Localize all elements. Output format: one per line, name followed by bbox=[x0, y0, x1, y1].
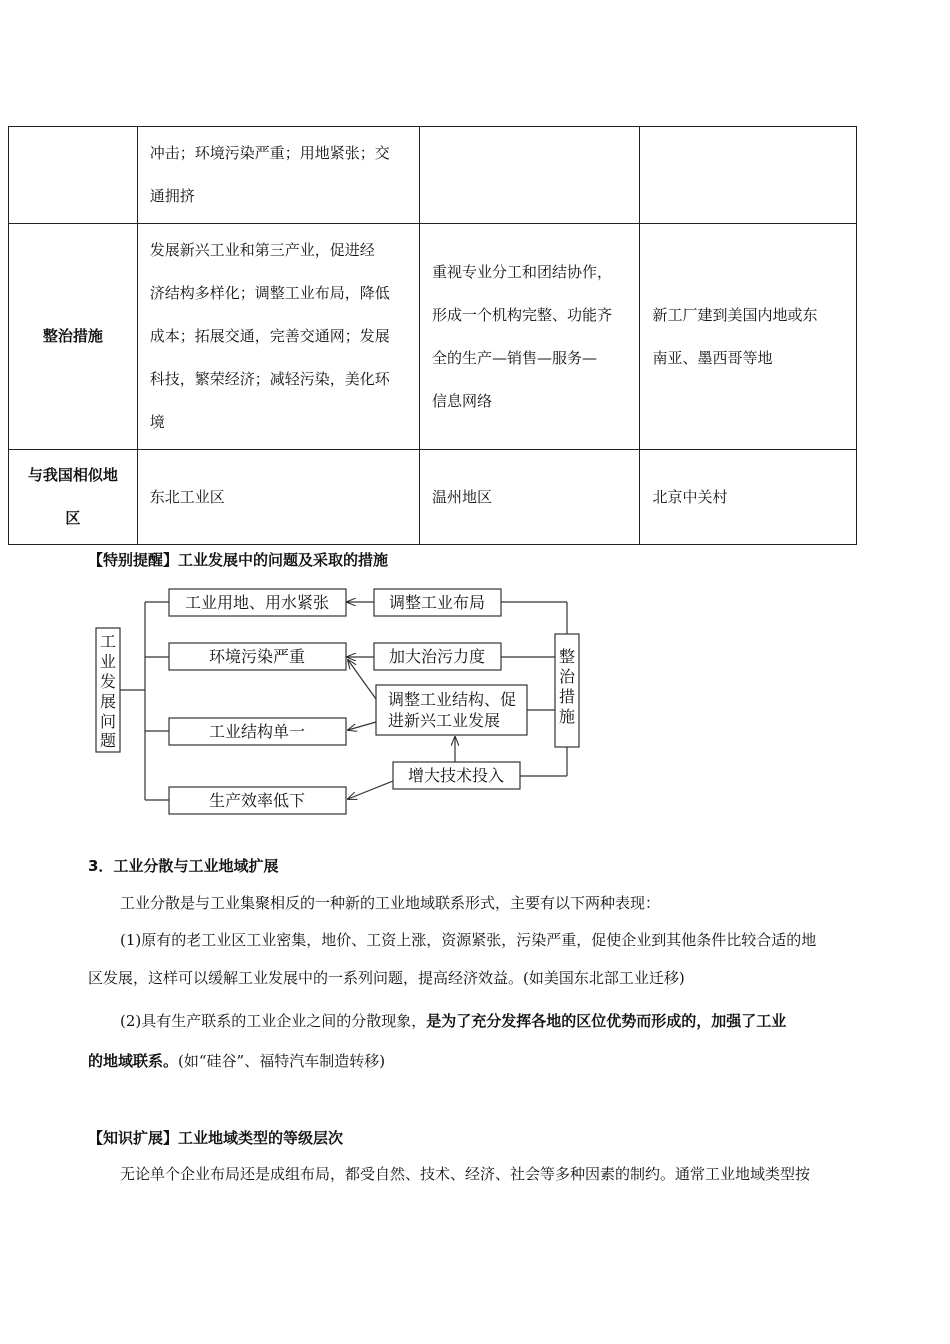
problems-label-char: 问 bbox=[99, 712, 117, 731]
cell-line: 新工厂建到美国内地或东 bbox=[652, 305, 818, 324]
row-label: 整治措施 bbox=[9, 224, 138, 450]
paragraph-emphasis: 的地域联系。 bbox=[88, 1052, 179, 1070]
paragraph-emphasis: 是为了充分发挥各地的区位优势而形成的，加强了工业 bbox=[426, 1012, 787, 1030]
problems-label-char: 业 bbox=[99, 652, 117, 671]
measure-text: 加大治污力度 bbox=[388, 647, 486, 666]
problems-label-char: 发 bbox=[99, 672, 117, 691]
problem-text: 生产效率低下 bbox=[208, 791, 306, 810]
paragraph-text: (如“硅谷”、福特汽车制造转移) bbox=[178, 1052, 386, 1070]
expand-title: 【知识扩展】工业地域类型的等级层次 bbox=[88, 1129, 344, 1147]
problem-text: 环境污染严重 bbox=[208, 647, 306, 666]
measure-text: 调整工业布局 bbox=[388, 593, 486, 612]
cell-line: 冲击；环境污染严重；用地紧张；交 bbox=[149, 144, 390, 162]
measure-text: 进新兴工业发展 bbox=[387, 711, 501, 730]
measures-label-char: 治 bbox=[558, 667, 576, 686]
measures-label-char: 措 bbox=[558, 687, 576, 706]
measure-text: 增大技术投入 bbox=[407, 766, 505, 785]
arrow bbox=[348, 781, 393, 799]
section-heading: 3．工业分散与工业地域扩展 bbox=[88, 857, 279, 875]
paragraph: 工业分散是与工业集聚相反的一种新的工业地域联系形式，主要有以下两种表现： bbox=[120, 894, 661, 912]
cell-line: 重视专业分工和团结协作， bbox=[431, 262, 612, 281]
cell-line: 南亚、墨西哥等地 bbox=[652, 348, 773, 367]
paragraph: (1)原有的老工业区工业密集，地价、工资上涨，资源紧张，污染严重，促使企业到其他条件比较合适的地 bbox=[120, 931, 817, 949]
measures-label-char: 整 bbox=[558, 647, 576, 666]
cell-line: 济结构多样化；调整工业布局，降低 bbox=[149, 284, 390, 302]
measures-label-char: 施 bbox=[558, 707, 576, 726]
paragraph bbox=[120, 1011, 786, 1031]
cell-line: 区 bbox=[65, 509, 81, 527]
arrow bbox=[348, 660, 376, 699]
cell-line: 信息网络 bbox=[431, 391, 492, 410]
cell-line: 通拥挤 bbox=[149, 187, 195, 205]
measure-text: 调整工业结构、促 bbox=[387, 690, 517, 709]
paragraph: 区发展，这样可以缓解工业发展中的一系列问题，提高经济效益。(如美国东北部工业迁移) bbox=[88, 969, 685, 987]
table-cell: 温州地区 bbox=[419, 450, 639, 545]
arrow bbox=[348, 722, 376, 730]
cell-line: 境 bbox=[149, 413, 165, 431]
problems-label-char: 工 bbox=[99, 632, 117, 651]
problems-label-char: 展 bbox=[99, 692, 117, 711]
table-cell: 东北工业区 bbox=[137, 450, 419, 545]
problem-text: 工业结构单一 bbox=[208, 722, 306, 741]
cell-line: 全的生产—销售—服务— bbox=[431, 348, 597, 367]
cell-line: 成本；拓展交通，完善交通网；发展 bbox=[149, 327, 390, 345]
reminder-title: 【特别提醒】工业发展中的问题及采取的措施 bbox=[88, 551, 389, 569]
cell-line: 与我国相似地 bbox=[27, 466, 118, 484]
cell-line: 形成一个机构完整、功能齐 bbox=[431, 305, 612, 324]
cell-line: 科技，繁荣经济；减轻污染，美化环 bbox=[149, 370, 390, 388]
paragraph: 无论单个企业布局还是成组布局，都受自然、技术、经济、社会等多种因素的制约。通常工业地域类型按 bbox=[120, 1165, 811, 1183]
paragraph-text: (2)具有生产联系的工业企业之间的分散现象， bbox=[120, 1012, 427, 1030]
paragraph bbox=[88, 1051, 385, 1071]
table-cell: 北京中关村 bbox=[640, 450, 857, 545]
problem-text: 工业用地、用水紧张 bbox=[184, 593, 330, 612]
cell-line: 发展新兴工业和第三产业，促进经 bbox=[149, 241, 375, 259]
problems-label-char: 题 bbox=[99, 731, 117, 750]
